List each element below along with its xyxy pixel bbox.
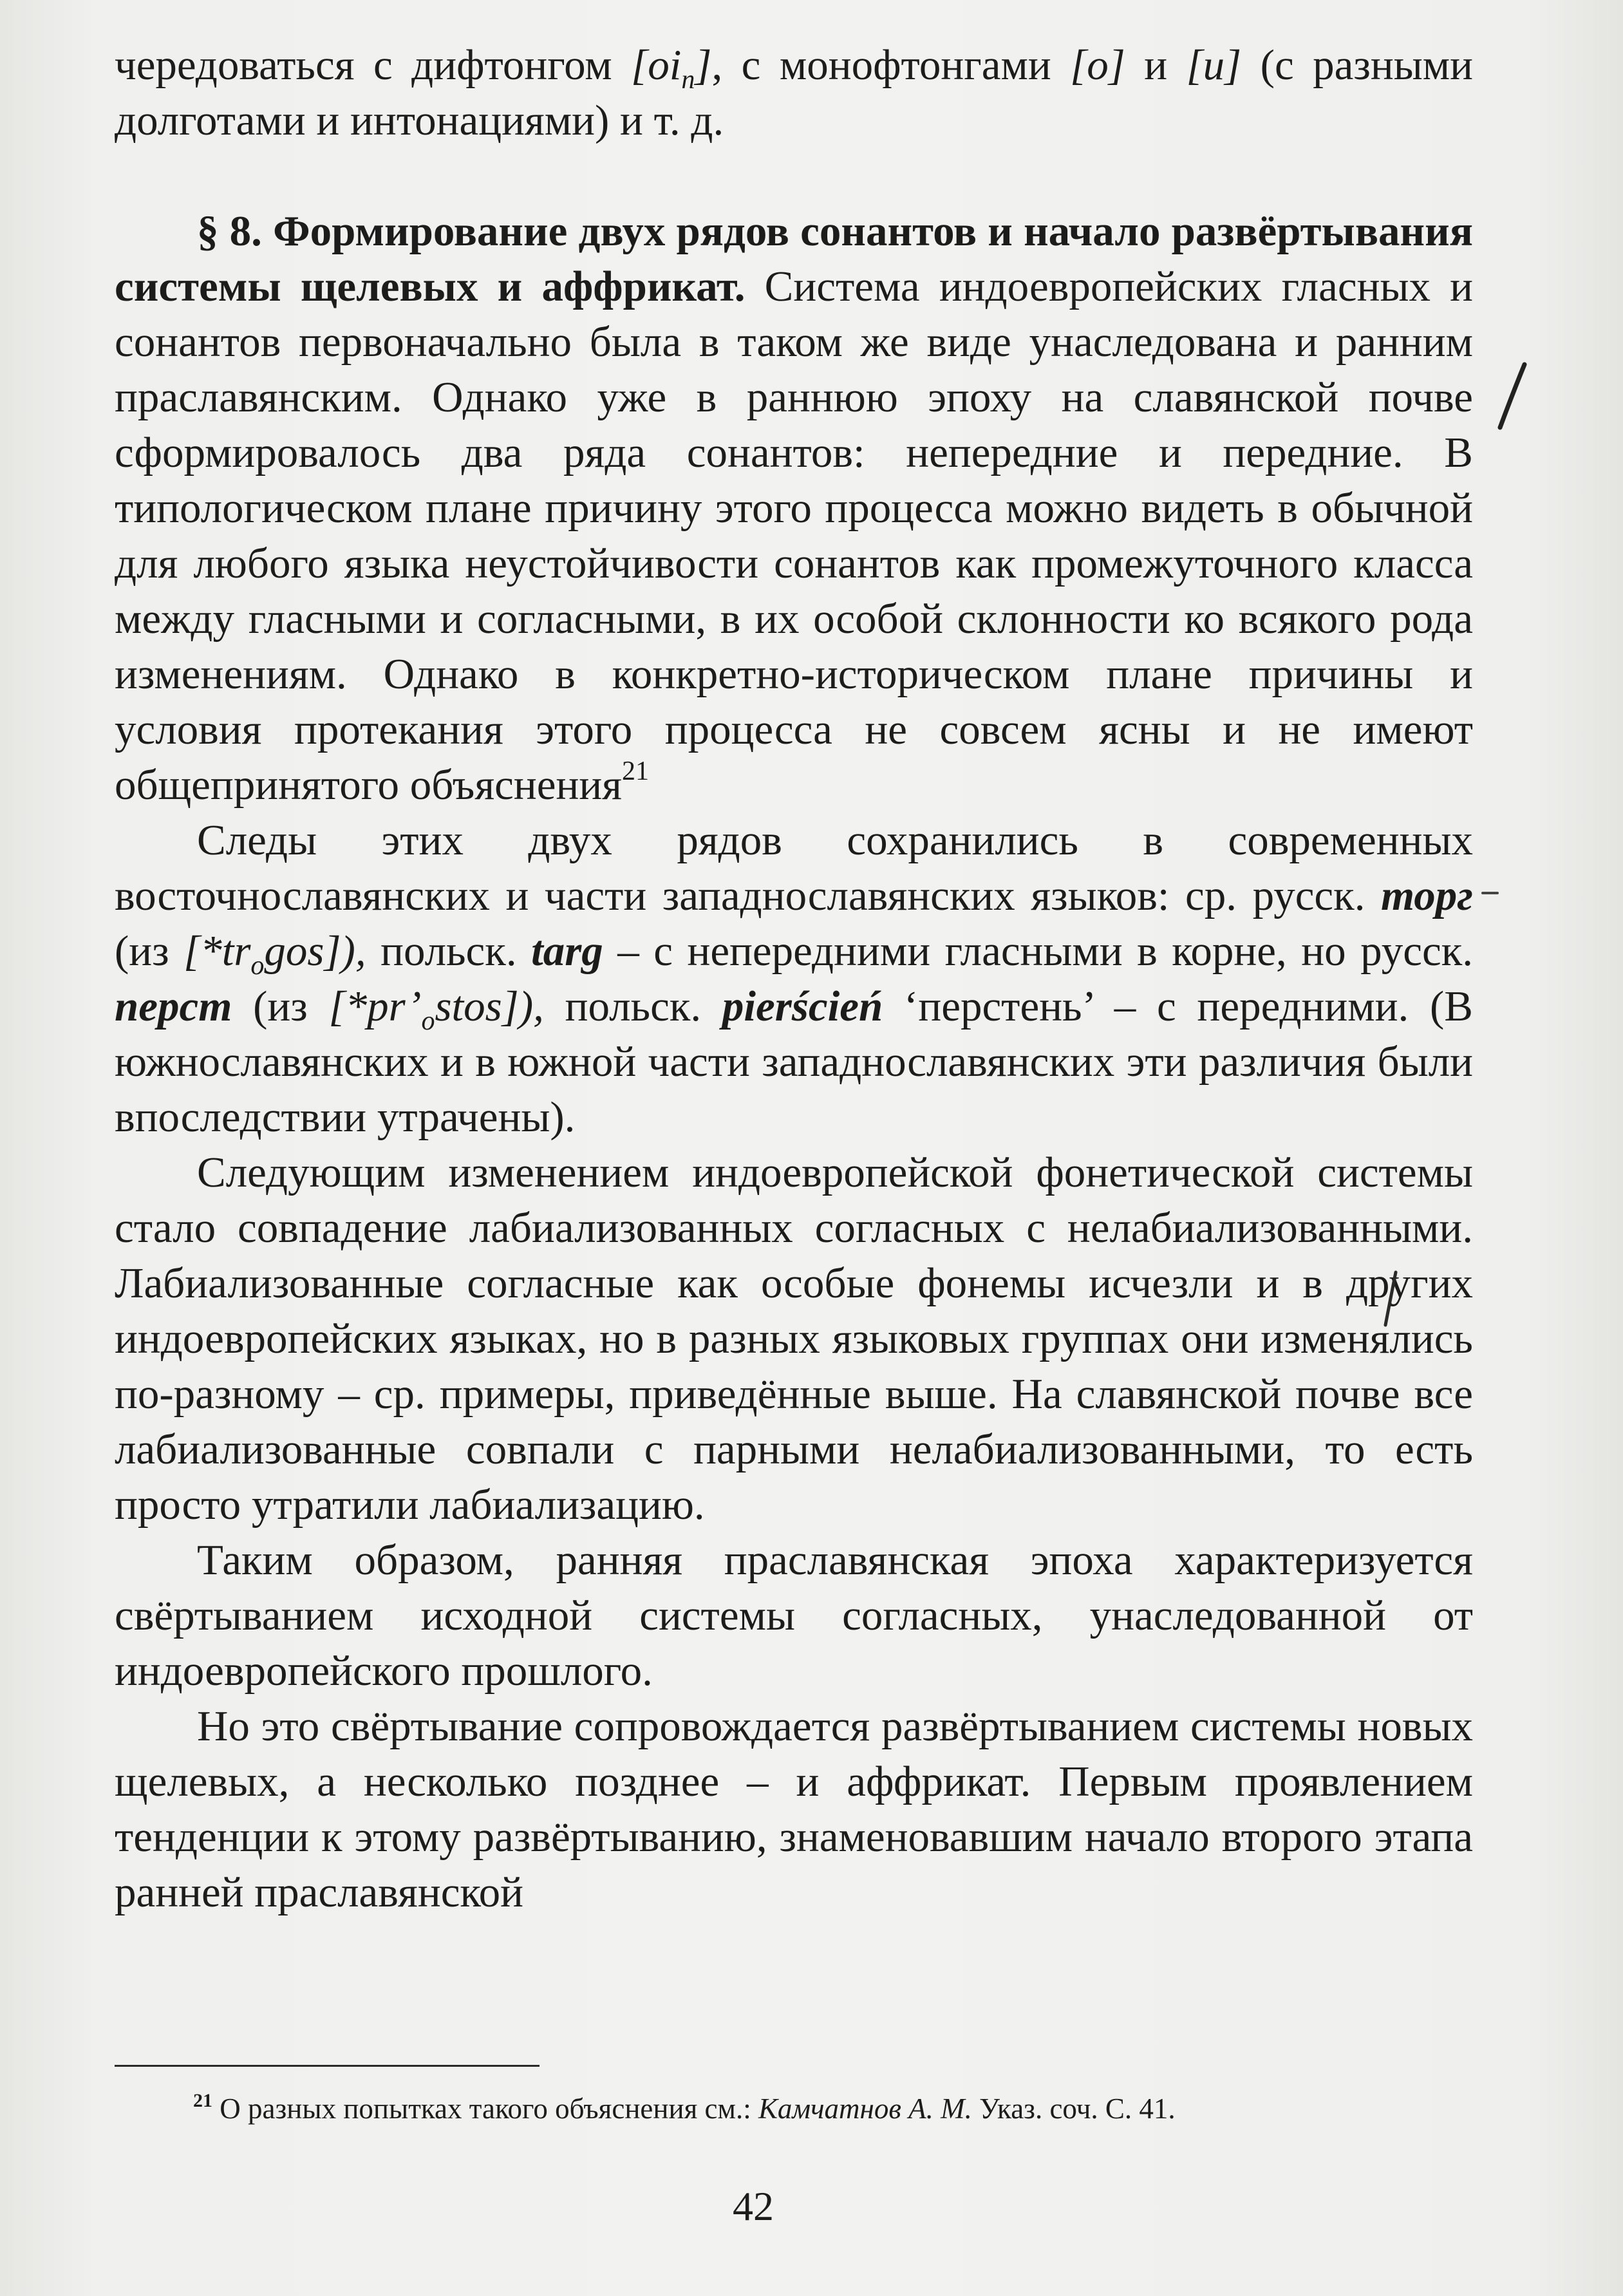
footnote-number: 21 [193, 2090, 212, 2111]
p2-text-e: (из [232, 983, 329, 1030]
paragraph-traces [115, 813, 1473, 1145]
margin-pen-mark [1494, 361, 1532, 431]
lead-paragraph [115, 37, 1473, 148]
p2-text-c: польск. [366, 927, 532, 975]
p2-text-f: польск. [543, 983, 722, 1030]
section-heading: § 8. Формирование двух рядов сонантов и начало развёртывания системы щелевых и аффрикат. [115, 207, 1473, 310]
lead-text: чередоваться с дифтонгом [115, 41, 632, 89]
trogos-a: [*tr [183, 927, 251, 975]
p2-text-a: Следы этих двух рядов сохранились в современных восточнославянских и части западнославянских языков: ср. русск. [115, 816, 1473, 919]
footnote-text: О разных попытках такого объяснения см.: [212, 2093, 758, 2125]
example-torg: торг [1381, 872, 1473, 919]
example-perst: перст [115, 983, 232, 1030]
lead-and: и [1125, 41, 1187, 89]
diphthong-end: ] [695, 41, 712, 89]
example-targ: targ [531, 927, 603, 975]
paragraph-summary: Таким образом, ранняя праславянская эпоха характеризуется свёртыванием исходной системы согласных, унаследованной от индоевропейского прошлого. [115, 1536, 1473, 1695]
inline-pen-stroke [1382, 1270, 1401, 1328]
diphthong-subscript: n [681, 65, 695, 95]
paragraph-labialization: Следующим изменением индоевропейской фонетической системы стало совпадение лабиализованных согласных с нелабиализованными. Лабиализованные согласные как особые фонемы исчезли и в других индоевропейских языках, но в разных языковых группах они изменялись по-разному – ср. примеры, приведённые выше. На славянской почве все лабиализованные совпали с парными нелабиализованными, то есть просто утратили лабиализацию. [115, 1149, 1473, 1529]
example-pierscien: pierścień [722, 983, 883, 1030]
diphthong [631, 41, 712, 95]
diphthong-text: [oi [631, 41, 682, 89]
monophthong-u: [u] [1186, 41, 1242, 89]
footnote-reference[interactable]: 21 [622, 757, 650, 786]
monophthong-o: [o] [1070, 41, 1125, 89]
main-text [115, 37, 1473, 1920]
lead-mid: , с монофтонгами [711, 41, 1071, 89]
p2-text-g: ‘перстень’ – с передними. (В южнославянских и в южной части западнославянских эти различия были впоследствии утрачены). [115, 983, 1473, 1141]
footnote-divider [115, 2065, 539, 2067]
section-body: Система индоевропейских гласных и сонантов первоначально была в таком же виде унаследована и ранним праславянским. Однако уже в раннюю эпоху на славянской почве сформировалось два ряда сонантов: непередние и передние. В типологическом плане причину этого процесса можно видеть в обычной для любого языка неустойчивости сонантов как промежуточного класса между гласными и согласными, в их особой склонности ко всякого рода изменениям. Однако в конкретно-историческом плане причины и условия протекания этого процесса не совсем ясны и не имеют общепринятого объяснения [115, 263, 1473, 809]
paragraph-fricatives: Но это свёртывание сопровождается развёртыванием системы новых щелевых, а несколько позднее – и аффрикат. Первым проявлением тенденции к этому развёртыванию, знаменовавшим начало второго этапа ранней праславянской [115, 1702, 1473, 1916]
trogos-b: gos]), [264, 927, 366, 975]
p2-text-b: (из [115, 927, 184, 975]
trogos-subscript: o [250, 951, 265, 981]
page-number: 42 [733, 2183, 774, 2229]
example-trogos [183, 927, 366, 981]
p2-text-d: – с непередними гласными в корне, но русск. [603, 927, 1473, 975]
prostos-b: stos]), [435, 983, 544, 1030]
footnote-tail: Указ. соч. С. 41. [971, 2093, 1176, 2125]
prostos-a: [*pr’ [328, 983, 422, 1030]
example-prostos [328, 983, 544, 1036]
margin-dash-mark [1481, 889, 1500, 898]
footnote [193, 2090, 1468, 2127]
section-paragraph [115, 203, 1473, 813]
lead-end: (с разными долготами и интонациями) и т. д. [115, 41, 1473, 144]
prostos-subscript: o [421, 1006, 435, 1036]
footnote-author: Камчатнов А. М. [758, 2093, 972, 2125]
